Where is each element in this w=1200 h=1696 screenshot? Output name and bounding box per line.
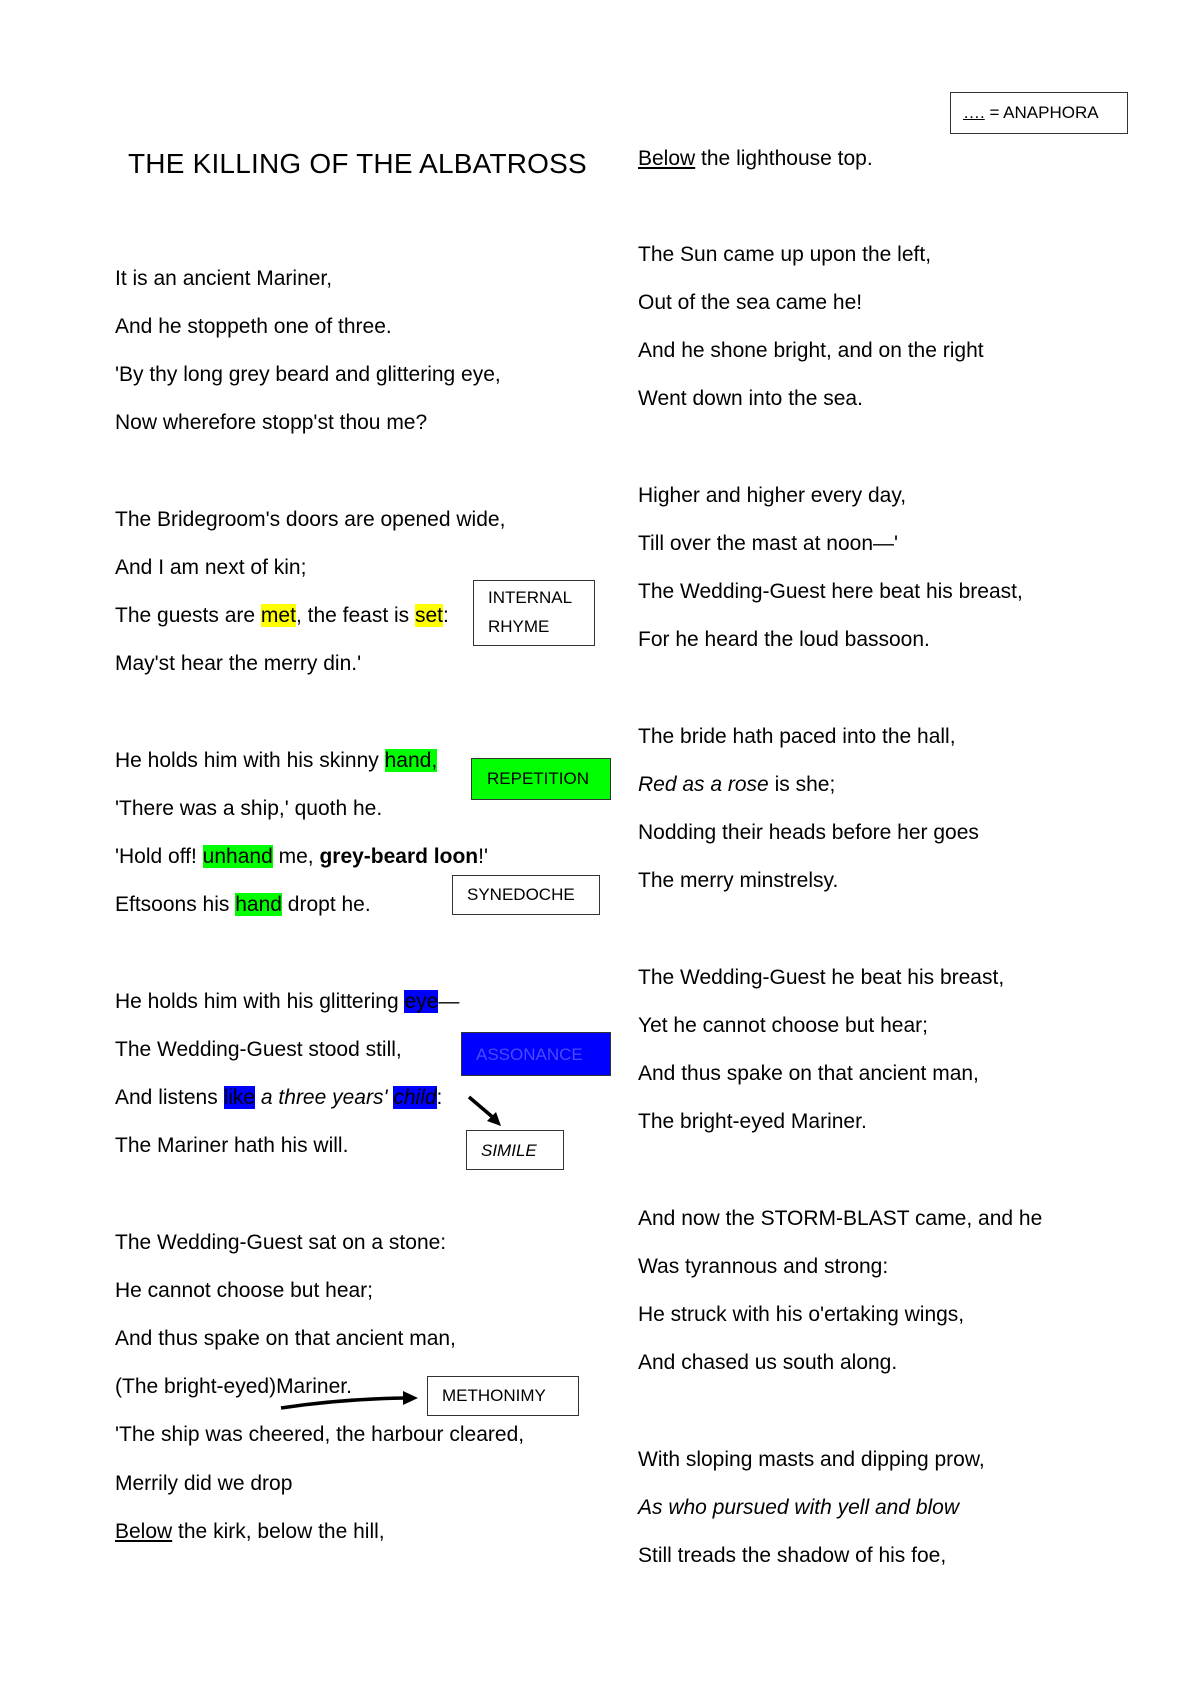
poem-line: May'st hear the merry din.'	[115, 652, 362, 675]
poem-line: The merry minstrelsy.	[638, 869, 839, 892]
anaphora-word: Below	[115, 1520, 173, 1543]
line-text: dropt he.	[281, 893, 371, 916]
anaphora-word: Below	[638, 147, 696, 170]
poem-line: He cannot choose but hear;	[115, 1279, 374, 1302]
internal-rhyme-label-2: RHYME	[488, 617, 550, 636]
repetition-box	[471, 758, 611, 800]
simile-label: SIMILE	[481, 1141, 537, 1160]
line-text: He holds him with his glittering	[115, 990, 405, 1013]
poem-line: It is an ancient Mariner,	[115, 267, 333, 290]
line-text: :	[443, 604, 449, 627]
legend-label: = ANAPHORA	[984, 103, 1099, 122]
poem-line: The Sun came up upon the left,	[638, 243, 932, 266]
assonance-box	[461, 1032, 611, 1076]
simile-box	[466, 1130, 564, 1170]
line-text: the lighthouse top.	[695, 147, 873, 170]
poem-line: The Mariner hath his will.	[115, 1134, 349, 1157]
line-text: the kirk, below the hill,	[172, 1520, 385, 1543]
poem-line: Merrily did we drop	[115, 1472, 293, 1495]
poem-line: The Wedding-Guest stood still,	[115, 1038, 402, 1061]
poem-line	[638, 146, 873, 172]
poem-line: Till over the mast at noon—'	[638, 532, 899, 555]
poem-line: The bride hath paced into the hall,	[638, 725, 956, 748]
synedoche-phrase: grey-beard loon	[319, 845, 479, 868]
line-text: :	[436, 1086, 443, 1109]
assonance-highlight: child	[393, 1086, 437, 1109]
rhyme-highlight: met	[260, 604, 296, 627]
line-text: , the feast is	[295, 604, 415, 627]
poem-line: The Wedding-Guest here beat his breast,	[638, 580, 1023, 603]
poem-line: And he shone bright, and on the right	[638, 339, 984, 362]
line-text: He holds him with his skinny	[115, 749, 385, 772]
poem-line: And he stoppeth one of three.	[115, 315, 392, 338]
line-text: !'	[478, 845, 488, 868]
legend-marker: ….	[963, 103, 985, 122]
simile-phrase: a three years'	[255, 1086, 388, 1109]
line-text: —	[438, 990, 460, 1013]
assonance-highlight: eye	[404, 990, 439, 1013]
poem-line: With sloping masts and dipping prow,	[638, 1448, 985, 1471]
poem-line: 'There was a ship,' quoth he.	[115, 797, 383, 820]
repetition-label: REPETITION	[487, 769, 590, 788]
poem-line: Went down into the sea.	[638, 387, 863, 410]
poem-line: And I am next of kin;	[115, 556, 307, 579]
line-text: Eftsoons his	[115, 893, 236, 916]
line-text: is she;	[768, 773, 836, 796]
internal-rhyme-label-1: INTERNAL	[488, 588, 573, 607]
internal-rhyme-box	[473, 580, 595, 646]
poem-line: Nodding their heads before her goes	[638, 821, 979, 844]
poem-line: As who pursued with yell and blow	[638, 1496, 960, 1519]
poem-line: And now the STORM-BLAST came, and he	[638, 1207, 1043, 1230]
poem-line: Yet he cannot choose but hear;	[638, 1014, 928, 1037]
poem-line: And chased us south along.	[638, 1351, 898, 1374]
rhyme-highlight: set	[415, 604, 444, 627]
line-text: And listens	[115, 1086, 224, 1109]
page-title: THE KILLING OF THE ALBATROSS	[128, 148, 587, 179]
poem-line: He struck with his o'ertaking wings,	[638, 1303, 965, 1326]
line-text: me,	[272, 845, 320, 868]
poem-line: Higher and higher every day,	[638, 484, 907, 507]
poem-line: And thus spake on that ancient man,	[115, 1327, 456, 1350]
simile-phrase: Red as a rose	[638, 773, 769, 796]
poem-line: The bright-eyed Mariner.	[638, 1110, 867, 1133]
repetition-highlight: unhand	[202, 845, 273, 868]
methonimy-box	[427, 1376, 579, 1416]
poem-line: The Wedding-Guest sat on a stone:	[115, 1231, 447, 1254]
poem-line: The Wedding-Guest he beat his breast,	[638, 966, 1005, 989]
poem-line	[115, 603, 449, 629]
line-text: The guests are	[115, 604, 261, 627]
poem-line	[115, 989, 459, 1015]
repetition-highlight: hand	[235, 893, 282, 916]
poem-line: Still treads the shadow of his foe,	[638, 1544, 947, 1567]
poem-line	[115, 844, 488, 870]
poem-line: 'By thy long grey beard and glittering eye,	[115, 363, 501, 386]
repetition-highlight: hand,	[384, 749, 438, 772]
anaphora-legend	[950, 92, 1128, 134]
poem-line: 'The ship was cheered, the harbour cleared,	[115, 1423, 525, 1446]
poem-line	[115, 892, 371, 918]
poem-line: Was tyrannous and strong:	[638, 1255, 889, 1278]
synedoche-label: SYNEDOCHE	[467, 885, 575, 904]
poem-line	[115, 1085, 442, 1111]
poem-line: For he heard the loud bassoon.	[638, 628, 930, 651]
assonance-label: ASSONANCE	[476, 1045, 583, 1064]
poem-line: (The bright-eyed)Mariner.	[115, 1375, 352, 1398]
line-text: 'Hold off!	[115, 845, 203, 868]
methonimy-label: METHONIMY	[442, 1386, 546, 1405]
poem-line	[115, 748, 437, 774]
poem-line	[638, 772, 835, 798]
poem-line: The Bridegroom's doors are opened wide,	[115, 508, 506, 531]
poem-line: Now wherefore stopp'st thou me?	[115, 411, 428, 434]
poem-line	[115, 1519, 385, 1545]
poem-line: Out of the sea came he!	[638, 291, 863, 314]
assonance-highlight: like	[223, 1086, 256, 1109]
synedoche-box	[452, 875, 600, 915]
poem-line: And thus spake on that ancient man,	[638, 1062, 979, 1085]
